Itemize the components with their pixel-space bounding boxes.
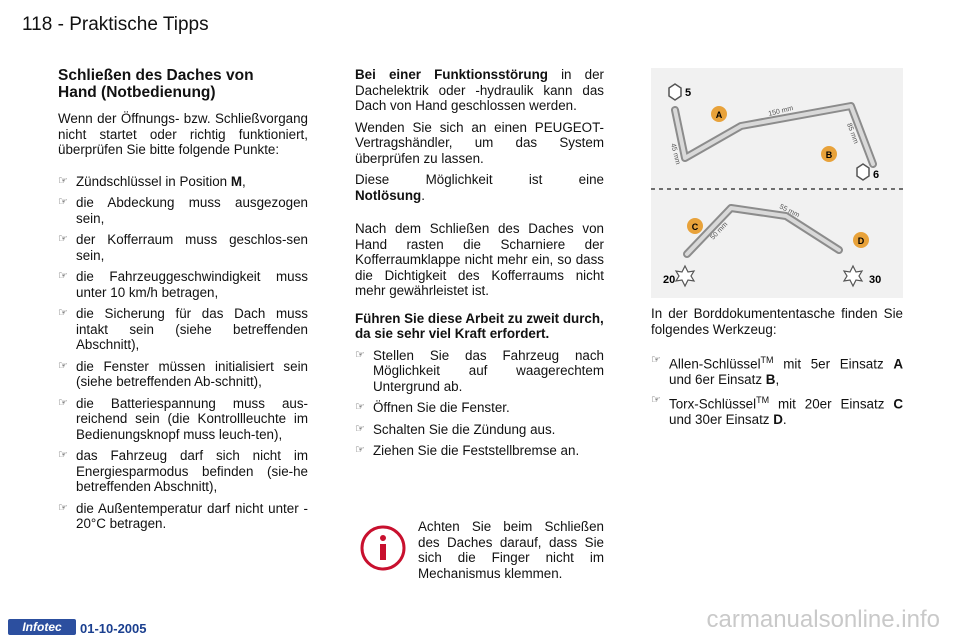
dim-label: 50 mm [709, 221, 730, 242]
list-item: ☞ Ziehen Sie die Feststellbremse an. [355, 443, 580, 458]
hand-pointer-icon: ☞ [355, 401, 365, 413]
hand-pointer-icon: ☞ [58, 174, 68, 187]
label-30: 30 [869, 274, 882, 286]
hand-pointer-icon: ☞ [58, 501, 68, 514]
hand-pointer-icon: ☞ [58, 233, 68, 245]
tool-diagram [651, 68, 903, 298]
page-number: 118 [22, 14, 53, 35]
list-item: ☞ der Kofferraum muss geschlos-sen sein, [58, 232, 308, 263]
svg-text:B: B [825, 150, 833, 160]
dealer-paragraph: Wenden Sie sich an einen PEUGEOT-Vertragshändler, um das System überprüfen zu lassen. [355, 119, 604, 166]
list-item: ☞ Allen-Schlüssel™ mit 5er Einsatz A und 6er Einsatz B, [651, 354, 903, 387]
hand-pointer-icon: ☞ [58, 196, 68, 208]
label-5: 5 [685, 87, 692, 99]
page-header [22, 14, 209, 36]
hand-pointer-icon: ☞ [58, 396, 68, 409]
hinge-paragraph: Nach dem Schließen des Daches von Hand rasten die Scharniere der Kofferraumklappe nicht mehr ein, so dass die Dichtigkeit des Kofferraums nicht mehr gewährleistet ist. [355, 221, 604, 298]
list-item: ☞ die Batteriespannung muss aus-reichend sein (die Kontrollleuchte im Bedienungsknopf muss leuch-ten), [58, 395, 308, 442]
label-20: 20 [663, 274, 676, 286]
hand-pointer-icon: ☞ [651, 354, 661, 366]
page-section-title: Praktische Tipps [69, 14, 209, 35]
list-item: ☞ Torx-Schlüssel™ mit 20er Einsatz C und 30er Einsatz D. [651, 394, 903, 428]
hand-pointer-icon: ☞ [651, 394, 661, 407]
dim-label: 150 mm [767, 105, 795, 118]
middle-column: Bei einer Funktionsstörung in der Dachelektrik oder -hydraulik kann das Dach von Hand geschlossen werden. Wenden Sie sich an einen PEUGEOT-Vertragshändler, um das System überprüfen zu lassen. Diese Möglichkeit ist eine Notlösung. Nach dem Schließen des Daches von Hand rasten die Scharniere der Kofferraumklappe nicht mehr ein, so dass die Dichtigkeit des Kofferraums nicht mehr gewährleistet ist. Führen Sie diese Arbeit zu zweit durch, da sie sehr viel Kraft erfordert. ☞ Stellen Sie das Fahrzeug nach Möglichkeit auf waagerechtem Untergrund ab. ☞ Öffnen Sie die Fenster. ☞ Schalten Sie die Zündung aus. ☞ Ziehen Sie die Feststellbremse an. [355, 67, 604, 458]
section-heading: Schließen des Daches von Hand (Notbedienung) [58, 67, 254, 101]
hand-pointer-icon: ☞ [58, 307, 68, 319]
infotec-logo: Infotec [8, 619, 76, 635]
list-item: ☞ die Abdeckung muss ausgezogen sein, [58, 195, 308, 226]
hand-pointer-icon: ☞ [355, 444, 365, 456]
tool-diagram-svg [651, 68, 903, 298]
svg-text:D: D [857, 236, 865, 246]
hand-pointer-icon: ☞ [355, 422, 365, 435]
info-warning-icon [360, 525, 406, 576]
tool-list [651, 353, 903, 428]
toolkit-intro: In der Borddokumententasche finden Sie folgendes Werkzeug: [651, 306, 903, 337]
label-c-badge [687, 218, 703, 234]
procedure-list [355, 348, 604, 459]
list-item: ☞ Öffnen Sie die Fenster. [355, 400, 510, 415]
list-item: ☞ die Sicherung für das Dach muss intakt sein (siehe betreffenden Abschnitt), [58, 306, 308, 352]
left-column [58, 67, 308, 538]
svg-text:A: A [715, 110, 723, 120]
footer-date: 01-10-2005 [80, 621, 147, 636]
header-separator: - [57, 14, 64, 35]
dim-label: 55 mm [778, 203, 801, 220]
dim-label: 45 mm [669, 142, 682, 166]
label-a-badge [711, 106, 727, 122]
emergency-paragraph: Diese Möglichkeit ist eine [355, 172, 604, 187]
check-list [58, 174, 308, 532]
hand-pointer-icon: ☞ [58, 359, 68, 372]
label-d-badge [853, 232, 869, 248]
watermark: carmanualsonline.info [706, 606, 940, 633]
list-item: ☞ Zündschlüssel in Position M, [58, 173, 246, 189]
list-item: ☞ die Fahrzeuggeschwindigkeit muss unter 10 km/h betragen, [58, 269, 308, 300]
list-item: ☞ die Fenster müssen initialisiert sein (siehe betreffenden Ab-schnitt), [58, 358, 308, 389]
hand-pointer-icon: ☞ [355, 348, 365, 361]
list-item: ☞ das Fahrzeug darf sich nicht im Energiesparmodus befinden (sie-he betreffenden Abschnitt), [58, 448, 308, 494]
two-person-note: Führen Sie diese Arbeit zu zweit durch, da sie sehr viel Kraft erfordert. [355, 310, 604, 341]
label-b-badge [821, 146, 837, 162]
hand-pointer-icon: ☞ [58, 449, 68, 461]
dim-label: 85 mm [845, 122, 860, 145]
label-6: 6 [873, 169, 880, 181]
svg-text:C: C [691, 222, 699, 232]
list-item: ☞ Schalten Sie die Zündung aus. [355, 421, 556, 437]
intro-paragraph: Wenn der Öffnungs- bzw. Schließvorgang nicht startet oder richtig funktioniert, überprüfen Sie bitte folgende Punkte: [58, 111, 308, 157]
right-column [651, 306, 903, 434]
list-item: ☞ Stellen Sie das Fahrzeug nach Möglichkeit auf waagerechtem Untergrund ab. [355, 347, 604, 394]
warning-text: Achten Sie beim Schließen des Daches darauf, dass Sie sich die Finger nicht im Mechanismus klemmen. [418, 519, 604, 581]
list-item: ☞ die Außentemperatur darf nicht unter - 20°C betragen. [58, 500, 308, 531]
malfunction-paragraph: Bei einer Funktionsstörung in der Dachelektrik oder -hydraulik kann das Dach von Hand geschlossen werden. [355, 67, 604, 113]
hand-pointer-icon: ☞ [58, 270, 68, 282]
